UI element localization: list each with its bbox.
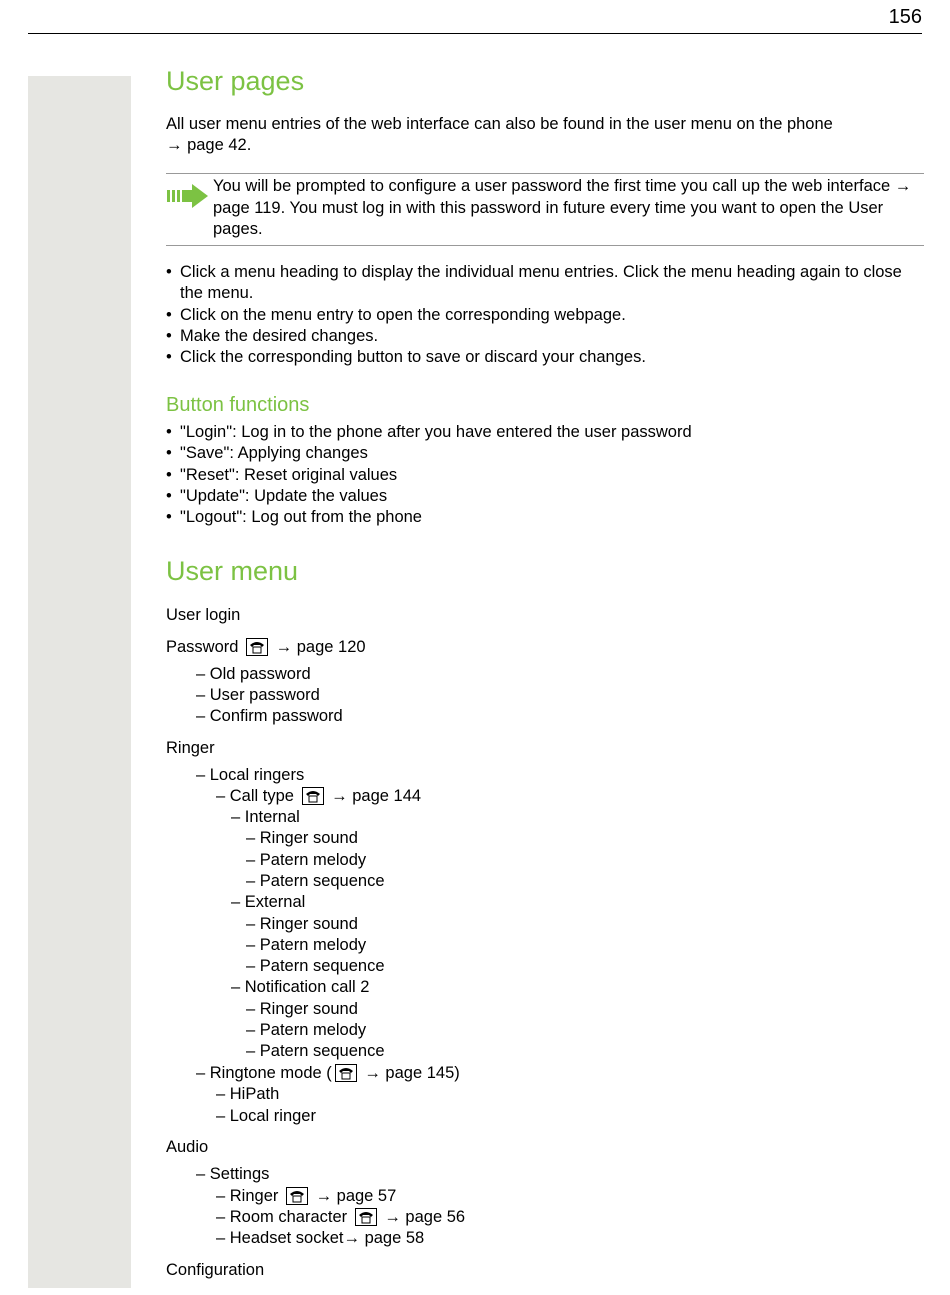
top-rule (28, 33, 922, 34)
intro-line-1: All user menu entries of the web interface can also be found in the user menu on the phone (166, 115, 833, 133)
patern-sequence: – Patern sequence (246, 872, 385, 890)
ringer-sound: – Ringer sound (246, 915, 358, 933)
call-type (216, 786, 421, 807)
audio-heading: Audio (166, 1138, 209, 1156)
intro-line-2: → page 42. (166, 136, 252, 154)
user-login: User login (166, 606, 241, 624)
note-box (166, 173, 924, 246)
instruction-list (166, 262, 924, 368)
list-item: • "Update": Update the values (166, 486, 924, 507)
password-entry (166, 637, 366, 658)
ringer-item (216, 1186, 396, 1207)
room-character (216, 1207, 465, 1228)
user-password: – User password (196, 686, 320, 704)
room-character-label: – Room character (216, 1208, 348, 1226)
local-ringers: – Local ringers (196, 766, 305, 784)
notification-call: – Notification call 2 (231, 978, 370, 996)
user-pages-title: User pages (166, 66, 305, 96)
side-bar (28, 76, 131, 1288)
list-item: • Make the desired changes. (166, 326, 924, 347)
hipath: – HiPath (216, 1085, 280, 1103)
phone-icon (335, 1064, 357, 1082)
ringtone-mode-label: – Ringtone mode ( (196, 1064, 332, 1082)
list-item: • Click on the menu entry to open the corresponding webpage. (166, 305, 924, 326)
ringtone-mode-ref: → page 145) (364, 1064, 460, 1082)
call-type-ref: → page 144 (331, 787, 422, 805)
user-menu-title: User menu (166, 556, 299, 586)
button-functions-title: Button functions (166, 394, 310, 416)
password-ref: → page 120 (275, 638, 366, 656)
list-item: • "Reset": Reset original values (166, 465, 924, 486)
list-item: • "Logout": Log out from the phone (166, 507, 924, 528)
headset-socket: – Headset socket→ page 58 (216, 1229, 425, 1247)
ringer-heading: Ringer (166, 739, 215, 757)
room-character-ref: → page 56 (384, 1208, 466, 1226)
phone-icon (355, 1208, 377, 1226)
call-type-label: – Call type (216, 787, 294, 805)
button-functions-list (166, 422, 924, 528)
list-item: • "Login": Log in to the phone after you have entered the user password (166, 422, 924, 443)
page-number: 156 (888, 6, 922, 28)
ringtone-mode (196, 1063, 460, 1084)
ringer-item-ref: → page 57 (315, 1187, 397, 1205)
settings: – Settings (196, 1165, 270, 1183)
list-item: • Click the corresponding button to save or discard your changes. (166, 347, 924, 368)
list-item: • Click a menu heading to display the individual menu entries. Click the menu heading again to close the menu. (166, 262, 924, 305)
intro-paragraph (166, 114, 924, 156)
internal: – Internal (231, 808, 300, 826)
note-text: You will be prompted to configure a user password the first time you call up the web interface → page 119. You must log in with this password in future every time you want to open the User pages. (213, 177, 912, 238)
ringer-sound: – Ringer sound (246, 1000, 358, 1018)
configuration-heading: Configuration (166, 1261, 265, 1279)
patern-melody: – Patern melody (246, 1021, 367, 1039)
phone-icon (246, 638, 268, 656)
confirm-password: – Confirm password (196, 707, 343, 725)
ringer-item-label: – Ringer (216, 1187, 279, 1205)
user-menu-section (166, 556, 924, 587)
button-functions-section (166, 394, 924, 417)
phone-icon (302, 787, 324, 805)
phone-icon (286, 1187, 308, 1205)
external: – External (231, 893, 306, 911)
patern-sequence: – Patern sequence (246, 957, 385, 975)
list-item: • "Save": Applying changes (166, 443, 924, 464)
password-label: Password (166, 638, 239, 656)
patern-melody: – Patern melody (246, 851, 367, 869)
patern-sequence: – Patern sequence (246, 1042, 385, 1060)
green-arrow-icon (167, 184, 209, 208)
user-pages-section (166, 66, 924, 97)
patern-melody: – Patern melody (246, 936, 367, 954)
old-password: – Old password (196, 665, 311, 683)
ringer-sound: – Ringer sound (246, 829, 358, 847)
local-ringer: – Local ringer (216, 1107, 316, 1125)
